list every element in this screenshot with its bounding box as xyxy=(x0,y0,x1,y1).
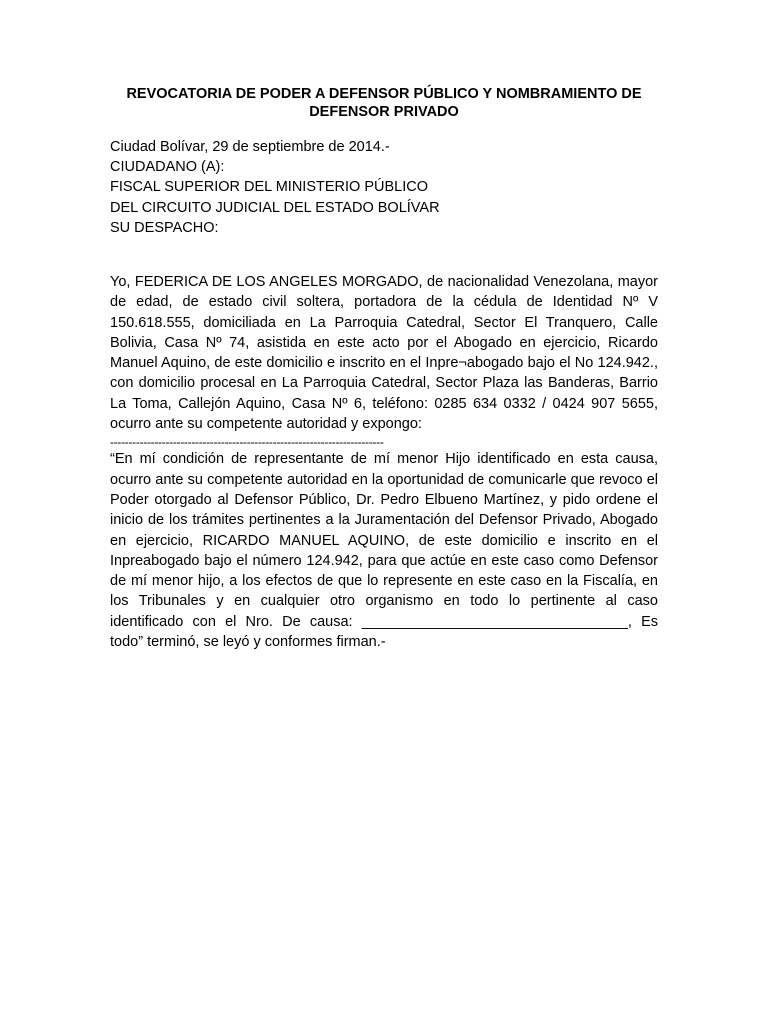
separator-line: -------------------------------------------------------------------------- xyxy=(110,435,384,450)
salutation-line: SU DESPACHO: xyxy=(110,219,219,236)
letter-body xyxy=(110,272,658,652)
recipient-circuit-line: DEL CIRCUITO JUDICIAL DEL ESTADO BOLÍVAR xyxy=(110,199,440,216)
document-title: REVOCATORIA DE PODER A DEFENSOR PÚBLICO Y NOMBRAMIENTO DE DEFENSOR PRIVADO xyxy=(126,86,642,120)
recipient-office-line: FISCAL SUPERIOR DEL MINISTERIO PÚBLICO xyxy=(110,179,428,196)
place-date-line: Ciudad Bolívar, 29 de septiembre de 2014.- xyxy=(110,139,390,155)
body-paragraph-1: Yo, FEDERICA DE LOS ANGELES MORGADO, de nacionalidad Venezolana, mayor de edad, de estado civil soltera, portadora de la cédula de Identidad Nº V 150.618.555, domiciliada en La Parroquia Catedral, Sector El Tranquero, Calle Bolivia, Casa Nº 74, asistida en este acto por el Abogado en ejercicio, Ricardo Manuel Aquino, de este domicilio e inscrito en el Inpre¬abogado bajo el No 124.942., con domicilio procesal en La Parroquia Catedral, Sector Plaza las Banderas, Barrio La Toma, Callejón Aquino, Casa Nº 6, teléfono: 0285 634 0332 / 0424 907 5655, ocurro ante su competente autoridad y expongo: xyxy=(110,274,658,433)
letter-header xyxy=(110,137,670,238)
body-paragraph-2: “En mí condición de representante de mí menor Hijo identificado en esta causa, ocurro ante su competente autoridad en la oportunidad de comunicarle que revoco el Poder otorgado al Defensor Público, Dr. Pedro Elbueno Martínez, y pido ordene el inicio de los trámites pertinentes a la Juramentación del Defensor Privado, Abogado en ejercicio, RICARDO MANUEL AQUINO, de este domicilio e inscrito en el Inpreabogado bajo el número 124.942, para que actúe en este caso como Defensor de mí menor hijo, a los efectos de que lo represente en este caso en la Fiscalía, en los Tribunales y en cualquier otro organismo en todo lo pertinente al caso identificado con el Nro. De causa: _________________________________, Es todo” terminó, se leyó y conformes firman.- xyxy=(110,451,658,651)
addressee-line: CIUDADANO (A): xyxy=(110,159,225,176)
